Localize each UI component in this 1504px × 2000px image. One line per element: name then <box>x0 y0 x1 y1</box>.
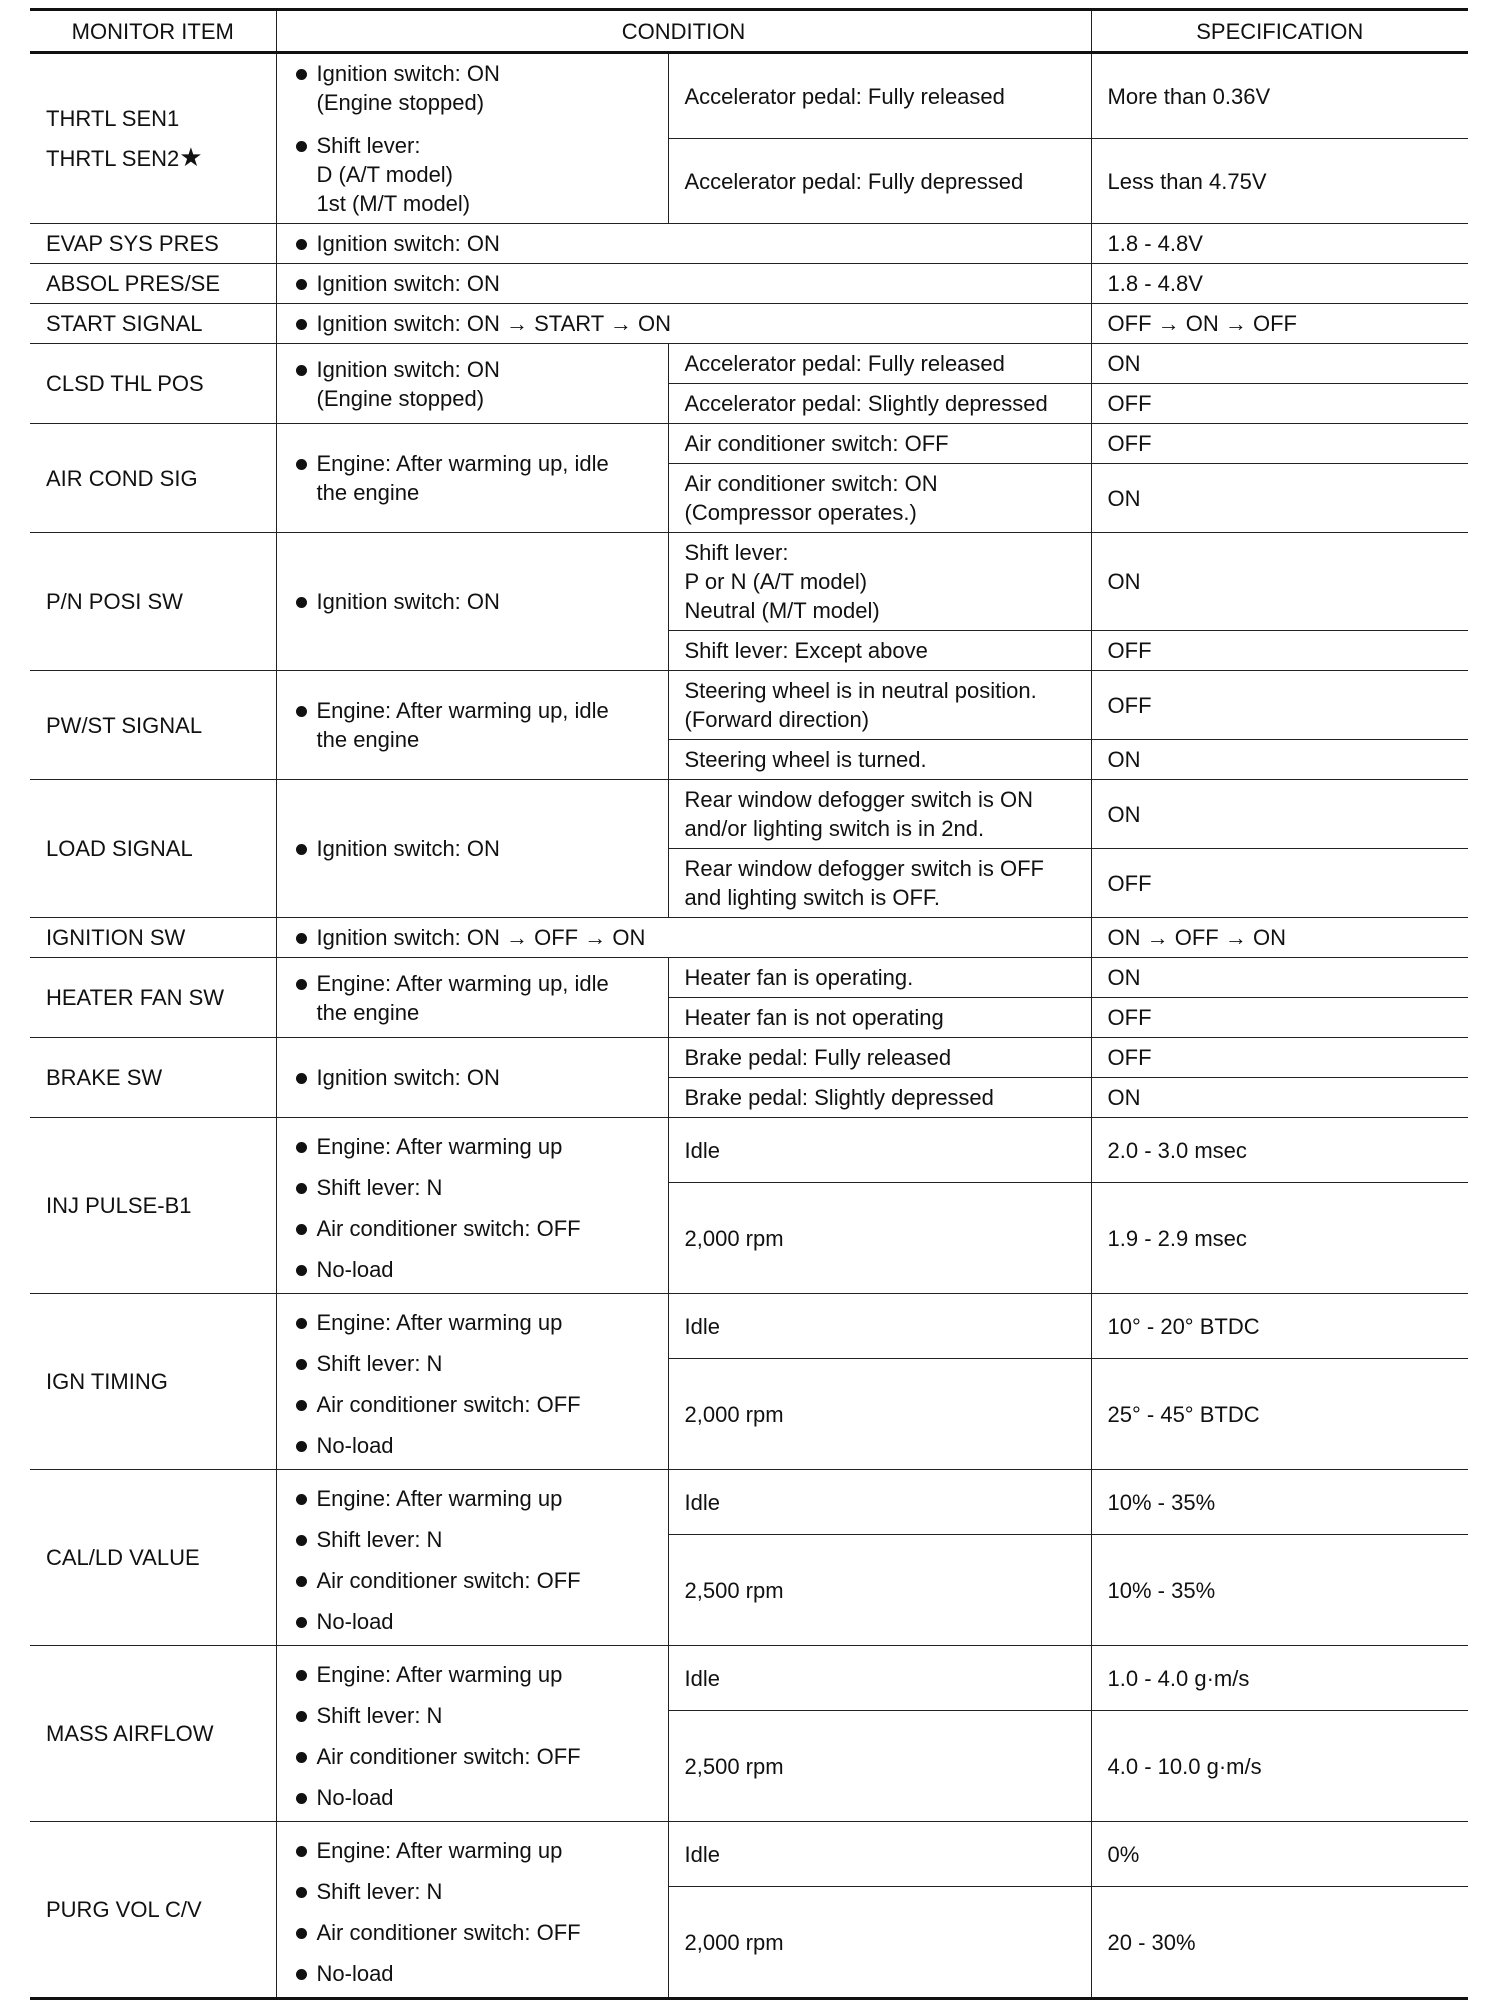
sub-condition-cell: 2,000 rpm <box>668 1183 1091 1294</box>
condition-bullet: Engine: After warming up <box>293 1308 652 1337</box>
sub-condition-cell: Shift lever: Except above <box>668 631 1091 671</box>
condition-cell <box>276 1646 668 1822</box>
condition-bullet: Shift lever: N <box>293 1877 652 1906</box>
condition-bullet: Air conditioner switch: OFF <box>293 1918 652 1947</box>
sub-condition-cell: Steering wheel is turned. <box>668 740 1091 780</box>
condition-cell <box>276 1470 668 1646</box>
condition-bullet: Shift lever: N <box>293 1701 652 1730</box>
spec-cell: 1.8 - 4.8V <box>1091 264 1468 304</box>
monitor-item-cell: AIR COND SIG <box>30 424 276 533</box>
monitor-item-cell: LOAD SIGNAL <box>30 780 276 918</box>
condition-bullet: Ignition switch: ON <box>293 834 652 863</box>
condition-bullet: Ignition switch: ON → OFF → ON <box>293 923 1075 952</box>
sub-condition-cell: 2,500 rpm <box>668 1535 1091 1646</box>
spec-cell: OFF <box>1091 384 1468 424</box>
sub-condition-cell: 2,000 rpm <box>668 1359 1091 1470</box>
monitor-item-cell: START SIGNAL <box>30 304 276 344</box>
table-row <box>30 224 1468 264</box>
condition-bullet: Engine: After warming up <box>293 1132 652 1161</box>
condition-bullet: Engine: After warming up, idle the engine <box>293 969 652 1027</box>
spec-cell: 0% <box>1091 1822 1468 1887</box>
condition-bullet: Engine: After warming up, idle the engine <box>293 449 652 507</box>
spec-cell: ON <box>1091 740 1468 780</box>
header-monitor-item: MONITOR ITEM <box>30 10 276 53</box>
monitor-item-cell: CAL/LD VALUE <box>30 1470 276 1646</box>
table-row <box>30 304 1468 344</box>
spec-cell: 25° - 45° BTDC <box>1091 1359 1468 1470</box>
spec-cell: 10% - 35% <box>1091 1470 1468 1535</box>
condition-bullet: Ignition switch: ON <box>293 1063 652 1092</box>
spec-cell: OFF <box>1091 998 1468 1038</box>
condition-bullet: Shift lever: D (A/T model) 1st (M/T model) <box>293 131 652 218</box>
sub-condition-cell: Brake pedal: Slightly depressed <box>668 1078 1091 1118</box>
condition-bullet: No-load <box>293 1607 652 1636</box>
spec-cell: ON <box>1091 958 1468 998</box>
table-row <box>30 344 1468 384</box>
condition-cell <box>276 424 668 533</box>
sub-condition-cell: Idle <box>668 1822 1091 1887</box>
condition-cell <box>276 1294 668 1470</box>
sub-condition-cell: 2,500 rpm <box>668 1711 1091 1822</box>
monitor-item-cell: PURG VOL C/V <box>30 1822 276 1999</box>
table-row <box>30 53 1468 139</box>
condition-bullet: Ignition switch: ON → START → ON <box>293 309 1075 338</box>
sub-condition-cell: Brake pedal: Fully released <box>668 1038 1091 1078</box>
condition-cell <box>276 958 668 1038</box>
table-row <box>30 1038 1468 1078</box>
condition-bullet: Engine: After warming up <box>293 1836 652 1865</box>
spec-cell: More than 0.36V <box>1091 53 1468 139</box>
spec-cell: OFF → ON → OFF <box>1091 304 1468 344</box>
table-row <box>30 671 1468 740</box>
table-row <box>30 1118 1468 1183</box>
condition-bullet: No-load <box>293 1959 652 1988</box>
condition-cell <box>276 1118 668 1294</box>
condition-cell <box>276 533 668 671</box>
spec-cell: ON <box>1091 344 1468 384</box>
sub-condition-cell: Rear window defogger switch is OFF and lighting switch is OFF. <box>668 849 1091 918</box>
condition-cell <box>276 53 668 224</box>
sub-condition-cell: Steering wheel is in neutral position. (Forward direction) <box>668 671 1091 740</box>
condition-cell <box>276 304 1091 344</box>
header-specification: SPECIFICATION <box>1091 10 1468 53</box>
condition-bullet: No-load <box>293 1255 652 1284</box>
monitor-item-cell: P/N POSI SW <box>30 533 276 671</box>
spec-cell: Less than 4.75V <box>1091 139 1468 224</box>
spec-cell: OFF <box>1091 424 1468 464</box>
condition-cell <box>276 264 1091 304</box>
condition-bullet: Shift lever: N <box>293 1173 652 1202</box>
monitor-item-cell: BRAKE SW <box>30 1038 276 1118</box>
monitor-item-cell: CLSD THL POS <box>30 344 276 424</box>
condition-bullet: Air conditioner switch: OFF <box>293 1742 652 1771</box>
sub-condition-cell: Idle <box>668 1646 1091 1711</box>
condition-bullet: Engine: After warming up <box>293 1484 652 1513</box>
item-label: THRTL SEN2 <box>46 145 180 171</box>
header-condition: CONDITION <box>276 10 1091 53</box>
table-row <box>30 1646 1468 1711</box>
spec-cell: 10° - 20° BTDC <box>1091 1294 1468 1359</box>
sub-condition-cell: Rear window defogger switch is ON and/or lighting switch is in 2nd. <box>668 780 1091 849</box>
sub-condition-cell: Air conditioner switch: ON (Compressor operates.) <box>668 464 1091 533</box>
spec-cell: OFF <box>1091 849 1468 918</box>
condition-bullet: Air conditioner switch: OFF <box>293 1214 652 1243</box>
condition-bullet: Shift lever: N <box>293 1349 652 1378</box>
condition-bullet: Air conditioner switch: OFF <box>293 1566 652 1595</box>
spec-cell: OFF <box>1091 1038 1468 1078</box>
monitor-item-cell: IGNITION SW <box>30 918 276 958</box>
sub-condition-cell: Accelerator pedal: Slightly depressed <box>668 384 1091 424</box>
spec-cell: ON → OFF → ON <box>1091 918 1468 958</box>
condition-bullet: Ignition switch: ON <box>293 587 652 616</box>
condition-bullet: Ignition switch: ON <box>293 229 1075 258</box>
table-header-row <box>30 10 1468 53</box>
monitor-item-cell: INJ PULSE-B1 <box>30 1118 276 1294</box>
table-row <box>30 1822 1468 1887</box>
condition-bullet: Shift lever: N <box>293 1525 652 1554</box>
condition-cell <box>276 780 668 918</box>
monitor-item-cell: MASS AIRFLOW <box>30 1646 276 1822</box>
spec-cell: 2.0 - 3.0 msec <box>1091 1118 1468 1183</box>
monitor-item-cell: HEATER FAN SW <box>30 958 276 1038</box>
sub-condition-cell: Idle <box>668 1470 1091 1535</box>
table-row <box>30 424 1468 464</box>
condition-bullet: No-load <box>293 1783 652 1812</box>
table-row <box>30 918 1468 958</box>
spec-cell: 20 - 30% <box>1091 1887 1468 1999</box>
condition-bullet: Engine: After warming up, idle the engine <box>293 696 652 754</box>
item-label: THRTL SEN1 <box>46 105 180 131</box>
sub-condition-cell: Heater fan is not operating <box>668 998 1091 1038</box>
spec-cell: OFF <box>1091 671 1468 740</box>
condition-cell <box>276 1822 668 1999</box>
spec-cell: ON <box>1091 464 1468 533</box>
table-row <box>30 264 1468 304</box>
spec-cell: ON <box>1091 533 1468 631</box>
spec-cell: 4.0 - 10.0 g·m/s <box>1091 1711 1468 1822</box>
spec-cell: 1.8 - 4.8V <box>1091 224 1468 264</box>
sub-condition-cell: 2,000 rpm <box>668 1887 1091 1999</box>
table-row <box>30 958 1468 998</box>
spec-cell: 1.9 - 2.9 msec <box>1091 1183 1468 1294</box>
sub-condition-cell: Accelerator pedal: Fully released <box>668 344 1091 384</box>
monitor-spec-table <box>30 8 1468 2000</box>
spec-cell: ON <box>1091 780 1468 849</box>
sub-condition-cell: Idle <box>668 1118 1091 1183</box>
sub-condition-cell: Idle <box>668 1294 1091 1359</box>
sub-condition-cell: Accelerator pedal: Fully depressed <box>668 139 1091 224</box>
condition-cell <box>276 1038 668 1118</box>
condition-cell <box>276 344 668 424</box>
table-row <box>30 1294 1468 1359</box>
monitor-item-cell: IGN TIMING <box>30 1294 276 1470</box>
star-icon: ★ <box>179 141 203 172</box>
condition-bullet: Air conditioner switch: OFF <box>293 1390 652 1419</box>
condition-bullet: Engine: After warming up <box>293 1660 652 1689</box>
spec-cell: ON <box>1091 1078 1468 1118</box>
sub-condition-cell: Air conditioner switch: OFF <box>668 424 1091 464</box>
table-row <box>30 1470 1468 1535</box>
sub-condition-cell: Accelerator pedal: Fully released <box>668 53 1091 139</box>
spec-cell: 10% - 35% <box>1091 1535 1468 1646</box>
table-row <box>30 780 1468 849</box>
monitor-item-cell: PW/ST SIGNAL <box>30 671 276 780</box>
monitor-item-cell <box>30 53 276 224</box>
table-row <box>30 533 1468 631</box>
condition-bullet: Ignition switch: ON <box>293 269 1075 298</box>
spec-cell: OFF <box>1091 631 1468 671</box>
condition-bullet: No-load <box>293 1431 652 1460</box>
condition-cell <box>276 918 1091 958</box>
spec-cell: 1.0 - 4.0 g·m/s <box>1091 1646 1468 1711</box>
condition-bullet: Ignition switch: ON (Engine stopped) <box>293 355 652 413</box>
monitor-item-cell: EVAP SYS PRES <box>30 224 276 264</box>
sub-condition-cell: Heater fan is operating. <box>668 958 1091 998</box>
monitor-item-cell: ABSOL PRES/SE <box>30 264 276 304</box>
condition-cell <box>276 671 668 780</box>
condition-cell <box>276 224 1091 264</box>
condition-bullet: Ignition switch: ON (Engine stopped) <box>293 59 652 117</box>
sub-condition-cell: Shift lever: P or N (A/T model) Neutral (M/T model) <box>668 533 1091 631</box>
